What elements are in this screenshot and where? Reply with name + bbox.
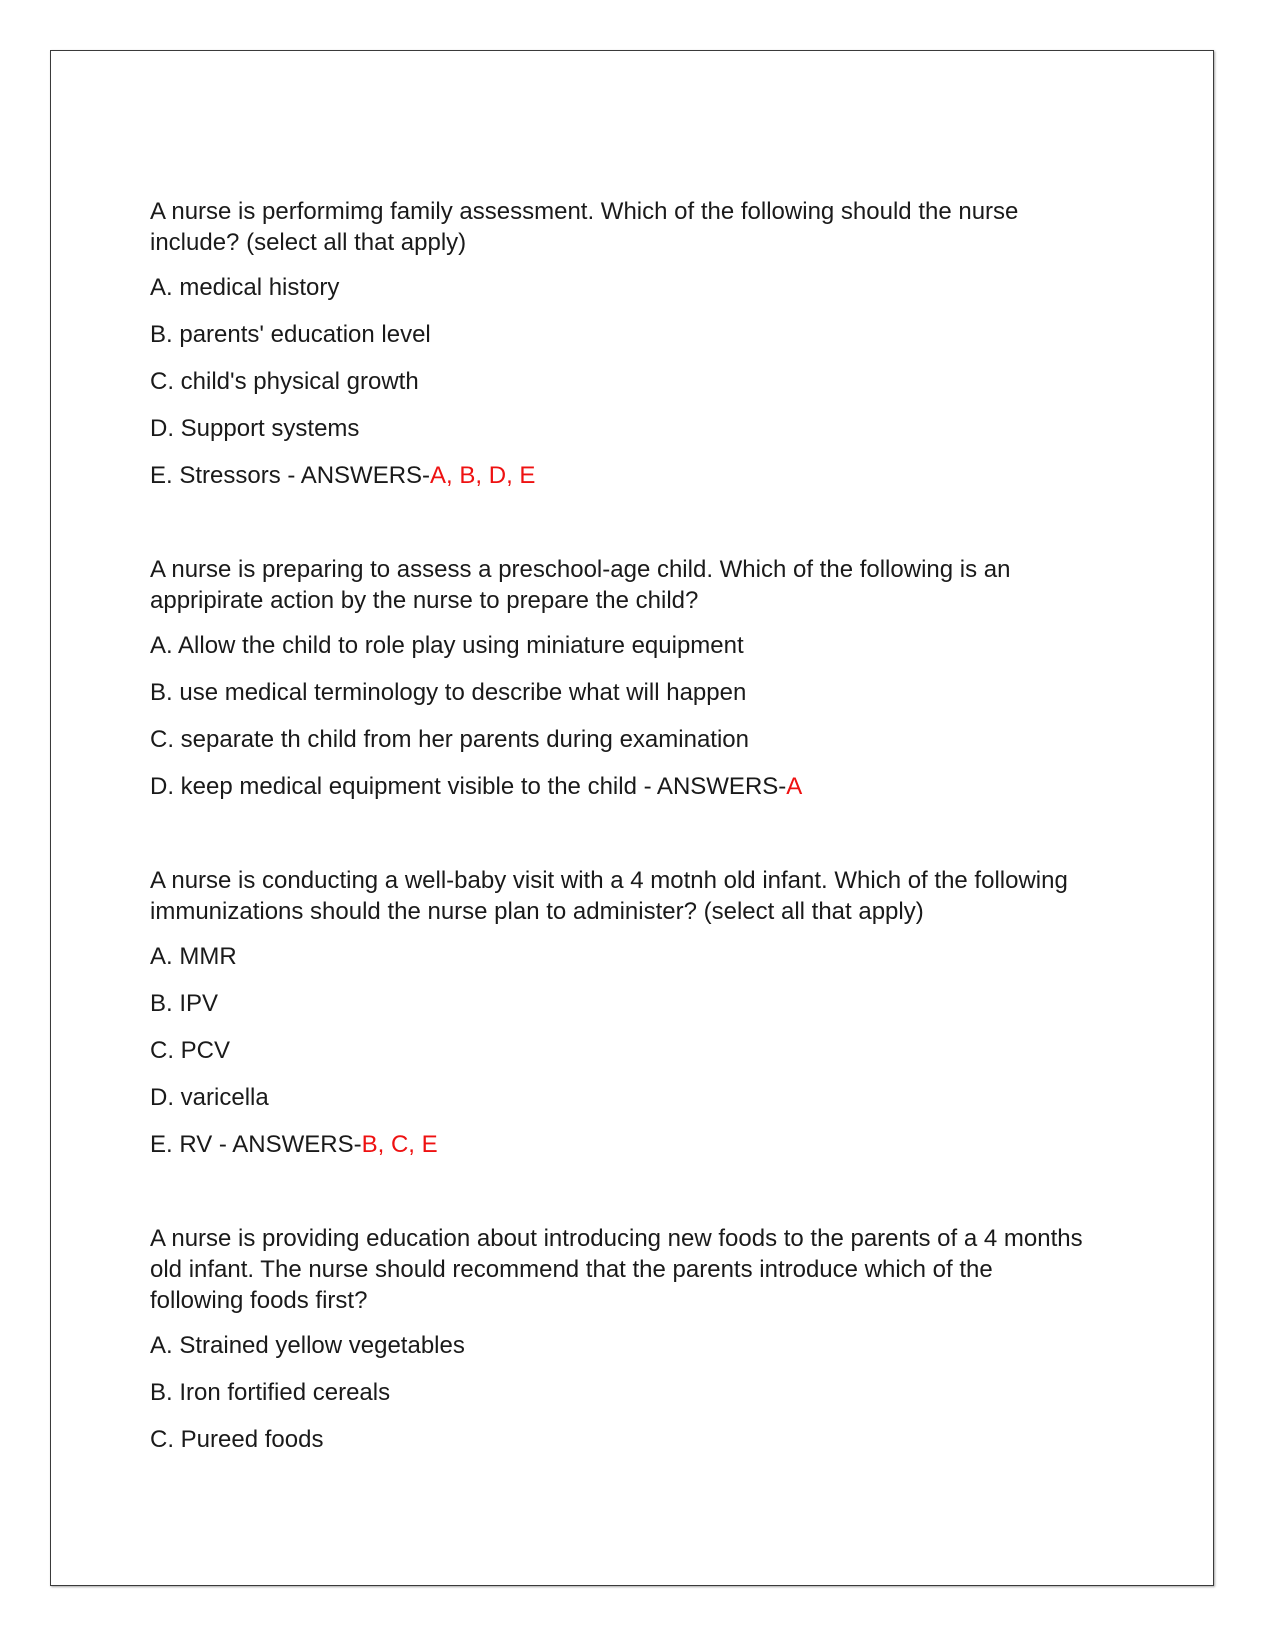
question-stem: A nurse is providing education about introducing new foods to the parents of a 4 months old infant. The nurse should recommend that the parents introduce which of the following foods first? [150,1225,1083,1314]
document-content [150,196,1130,1518]
option-c: C. Pureed foods [150,1426,324,1453]
option-d-with-answer [150,771,1130,802]
question-2 [150,554,1130,802]
option-d: D. Support systems [150,415,360,442]
option-c: C. PCV [150,1037,231,1064]
question-stem: A nurse is conducting a well-baby visit with a 4 motnh old infant. Which of the following immunizations should the nurse plan to administer? (select all that apply) [150,867,1068,925]
question-1 [150,196,1130,491]
option-c: C. separate th child from her parents during examination [150,726,749,753]
option-a: A. Strained yellow vegetables [150,1332,465,1359]
option-a: A. Allow the child to role play using miniature equipment [150,632,744,659]
option-b: B. use medical terminology to describe what will happen [150,679,747,706]
option-b: B. parents' education level [150,321,431,348]
question-stem: A nurse is performimg family assessment. Which of the following should the nurse include? (select all that apply) [150,198,1019,256]
option-e: E. RV - ANSWERS- [150,1131,362,1158]
option-e-with-answer [150,1129,1130,1160]
option-b: B. IPV [150,990,219,1017]
question-stem: A nurse is preparing to assess a preschool-age child. Which of the following is an appripirate action by the nurse to prepare the child? [150,556,1011,614]
answer-key: A, B, D, E [430,462,536,489]
answer-key: B, C, E [361,1131,438,1158]
answer-key: A [786,773,803,800]
question-3 [150,865,1130,1160]
option-e: E. Stressors - ANSWERS- [150,462,431,489]
option-e-with-answer [150,460,1130,491]
option-d: D. keep medical equipment visible to the child - ANSWERS- [150,773,787,800]
option-a: A. MMR [150,943,237,970]
option-d: D. varicella [150,1084,269,1111]
question-4 [150,1223,1130,1455]
option-a: A. medical history [150,274,340,301]
option-c: C. child's physical growth [150,368,419,395]
option-b: B. Iron fortified cereals [150,1379,391,1406]
